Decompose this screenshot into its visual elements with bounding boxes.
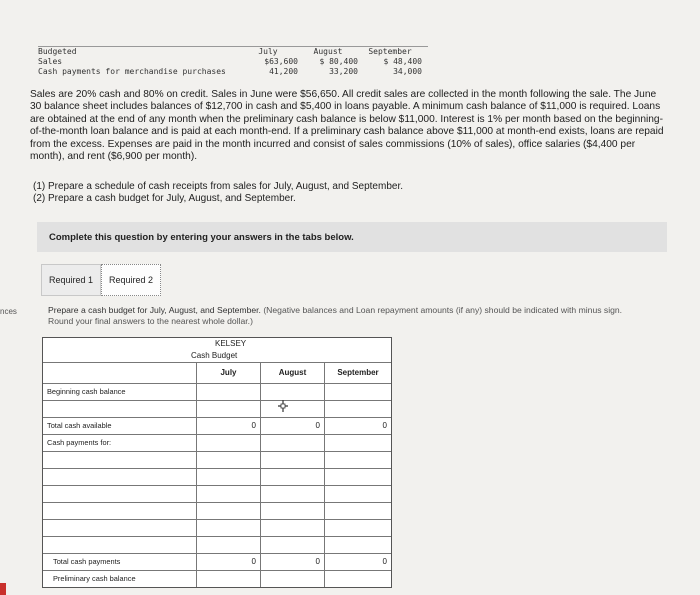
requirement-1: (1) Prepare a schedule of cash receipts from sales for July, August, and September. [33,181,404,192]
budget-header-row [38,47,428,57]
input-cell[interactable] [197,469,261,485]
total-available-september: 0 [382,421,387,430]
table-row [43,537,391,554]
label-input[interactable] [43,486,197,502]
input-cell[interactable] [197,452,261,468]
total-payments-august: 0 [261,554,325,570]
budget-row-label: Cash payments for merchandise purchases [38,67,226,76]
row-label-beginning: Beginning cash balance [43,384,197,400]
total-available-august: 0 [261,418,325,434]
budget-cell: $63,600 [264,57,298,66]
preliminary-august [261,571,325,587]
budget-table [38,46,428,77]
input-cell[interactable] [325,503,391,519]
input-cell[interactable] [261,537,325,553]
blank-cell [325,435,391,451]
budget-row-label: Sales [38,57,63,66]
row-label-payments-for: Cash payments for: [43,435,197,451]
tab-bar [41,264,161,296]
input-cell[interactable] [197,520,261,536]
input-cell[interactable] [325,486,391,502]
input-cell[interactable] [325,384,391,400]
cursor-icon [278,400,288,412]
input-cell[interactable] [197,537,261,553]
blank-cell [197,435,261,451]
total-payments-row [43,554,391,571]
table-row [43,469,391,486]
header-blank [43,363,197,383]
task-hint: (Negative balances and Loan repayment amounts (if any) should be indicated with minus sign. Round your final answers to the nearest whole dollar.) [48,305,623,326]
total-payments-july: 0 [197,554,261,570]
table-row [43,503,391,520]
table-row [43,452,391,469]
instruction-text: Complete this question by entering your answers in the tabs below. [49,232,354,243]
input-cell[interactable] [261,486,325,502]
label-input[interactable] [43,520,197,536]
budget-cell: 41,200 [269,67,298,76]
blank-cell [261,435,325,451]
requirements-list [33,181,403,205]
instruction-box [37,222,667,252]
table-row [43,520,391,537]
label-input[interactable] [43,401,197,417]
row-label-total-available: Total cash available [43,418,197,434]
month-september: September [337,368,379,377]
company-name: KELSEY [215,339,247,348]
label-input[interactable] [43,537,197,553]
preliminary-september [325,571,391,587]
budget-header-september: September [368,47,412,56]
problem-text: Sales are 20% cash and 80% on credit. Sales in June were $56,650. All credit sales are collected in the month following the sale. The June 30 balance sheet includes balances of $12,700 in cash and $5,400 in loans payable. A minimum cash balance of $11,000 is required. Loans are obtained at the end of any month when the preliminary cash balance is below $11,000. Interest is 1% per month based on the beginning-of-the-month loan balance and is paid at each month-end. If a preliminary cash balance above $11,000 at month-end exists, loans are repaid from the excess. Expenses are paid in the month incurred and consist of sales commissions (10% of sales), office salaries ($4,400 per month), and rent ($6,900 per month). [30,89,664,163]
input-cell[interactable] [325,401,391,417]
budget-title: Cash Budget [191,351,238,360]
status-marker [0,583,6,595]
input-cell[interactable] [261,384,325,400]
table-row [43,401,391,418]
input-cell[interactable] [261,469,325,485]
task-instructions [48,305,648,327]
budget-cell: $ 80,400 [319,57,358,66]
month-header-row [43,363,391,384]
table-row [43,435,391,452]
month-august: August [261,363,325,383]
label-input[interactable] [43,452,197,468]
table-row [43,486,391,503]
budget-row-sales [38,57,428,67]
input-cell[interactable] [197,401,261,417]
table-row [43,384,391,401]
budget-header-july: July [258,47,278,56]
cash-budget-title-block [43,338,391,363]
input-cell[interactable] [325,452,391,468]
row-label-total-payments: Total cash payments [43,554,197,570]
row-label-preliminary: Preliminary cash balance [43,571,197,587]
input-cell[interactable] [197,503,261,519]
requirement-2: (2) Prepare a cash budget for July, August, and September. [33,193,296,204]
total-available-row [43,418,391,435]
input-cell[interactable] [325,537,391,553]
task-main: Prepare a cash budget for July, August, and September. [48,305,261,315]
input-cell[interactable] [325,469,391,485]
total-payments-september: 0 [382,557,387,566]
input-cell[interactable] [261,520,325,536]
budget-header-label: Budgeted [38,47,77,56]
total-available-july: 0 [197,418,261,434]
side-label: nces [0,307,17,316]
input-cell[interactable] [261,452,325,468]
preliminary-row [43,571,391,587]
budget-cell: 33,200 [329,67,358,76]
month-july: July [197,363,261,383]
input-cell[interactable] [197,384,261,400]
input-cell[interactable] [197,486,261,502]
budget-cell: $ 48,400 [383,57,422,66]
input-cell[interactable] [261,503,325,519]
label-input[interactable] [43,469,197,485]
input-cell[interactable] [261,401,325,417]
tab-required-1[interactable]: Required 1 [41,264,101,296]
cash-budget-table [42,337,392,588]
input-cell[interactable] [325,520,391,536]
tab-required-2[interactable]: Required 2 [101,264,161,296]
budget-cell: 34,000 [393,67,422,76]
label-input[interactable] [43,503,197,519]
budget-header-august: August [313,47,343,56]
preliminary-july [197,571,261,587]
budget-row-payments [38,67,428,77]
